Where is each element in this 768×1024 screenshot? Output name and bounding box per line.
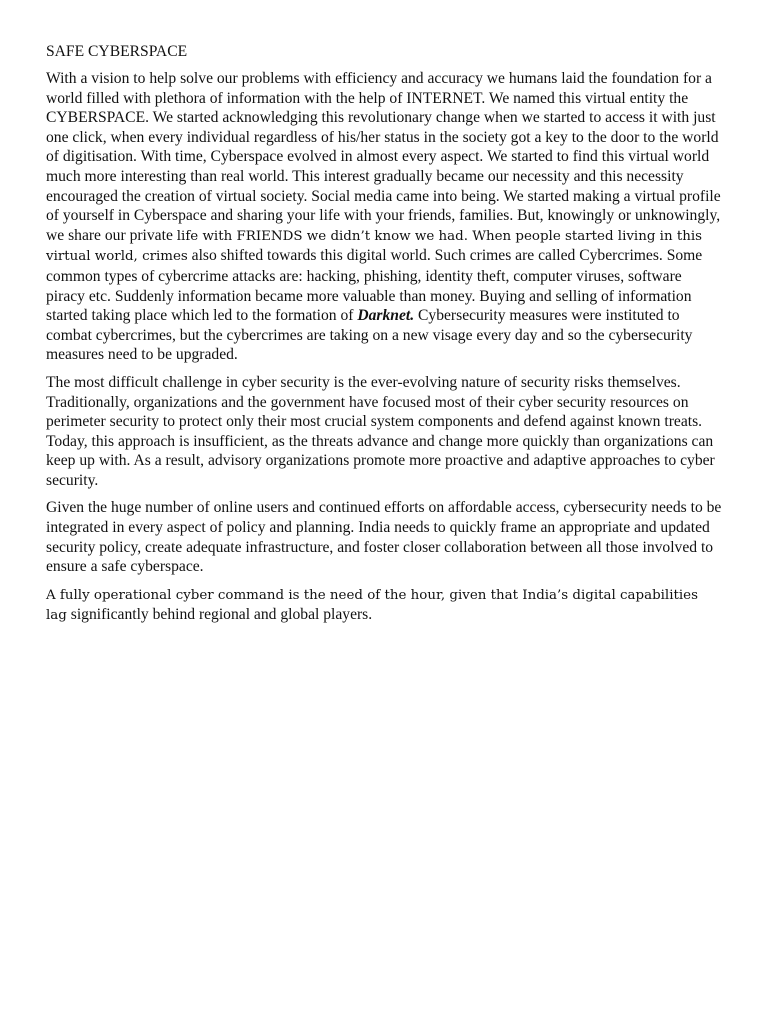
paragraph-4 <box>46 585 722 626</box>
paragraph-3: Given the huge number of online users and continued efforts on affordable access, cybersecurity needs to be integrated in every aspect of policy and planning. India needs to quickly frame an appropriate and updated security policy, create adequate infrastructure, and foster closer collaboration between all those involved to ensure a safe cyberspace. <box>46 499 722 576</box>
paragraph-1-part-c: also shifted towards this digital world. Such crimes are called Cybercrimes. Some common types of cybercrime attacks are: hacking, phishing, identity theft, computer viruses, software piracy etc. Suddenly information became more valuable than money. Buying and selling of information started taking place which led to the formation of <box>46 247 703 325</box>
paragraph-1 <box>46 69 722 365</box>
paragraph-2: The most difficult challenge in cyber security is the ever-evolving nature of security risks themselves. Traditionally, organizations and the government have focused most of their cyber security resources on perimeter security to protect only their most crucial system components and defend against known treats. Today, this approach is insufficient, as the threats advance and change more quickly than organizations can keep up with. As a result, advisory organizations promote more proactive and adaptive approaches to cyber security. <box>46 373 715 489</box>
paragraph-1-part-d: Cybersecurity measures were instituted to combat cybercrimes, but the cybercrimes are taking on a new visage every day and so the cybersecurity measures need to be upgraded. <box>46 307 693 364</box>
paragraph-4-part-b: significantly behind regional and global players. <box>70 606 373 624</box>
paragraph-4-part-a: A fully operational cyber command is the need of the hour, given that India’s digital capabilities lag <box>46 587 698 624</box>
paragraph-1-part-b: life with FRIENDS we didn’t know we had. When people started living in this virtual world, crimes <box>46 228 702 265</box>
document-title: SAFE CYBERSPACE <box>46 43 188 60</box>
darknet-term: Darknet. <box>357 307 415 325</box>
paragraph-1-part-a: With a vision to help solve our problems with efficiency and accuracy we humans laid the foundation for a world filled with plethora of information with the help of INTERNET. We named this virtual entity the CYBERSPACE. We started acknowledging this revolutionary change when we started to access it with just one click, when every individual regardless of his/her status in the society got a key to the door to the world of digitisation. With time, Cyberspace evolved in almost every aspect. We started to find this virtual world much more interesting than real world. This interest gradually became our necessity and this necessity encouraged the creation of virtual society. Social media came into being. We started making a virtual profile of yourself in Cyberspace and sharing your life with your friends, families. But, knowingly or unknowingly, we share our private <box>46 70 721 244</box>
document-page <box>46 42 722 634</box>
